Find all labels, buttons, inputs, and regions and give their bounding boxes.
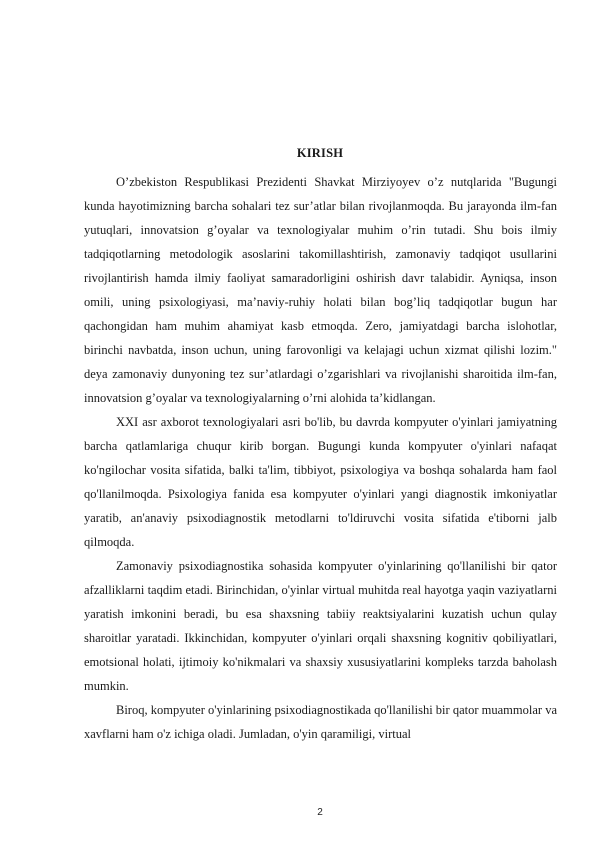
section-heading: KIRISH [296, 146, 344, 160]
paragraph-advantages: Zamonaviy psixodiagnostika sohasida kompyuter o'yinlarining qo'llanilishi bir qator afzalliklarni taqdim etadi. Birinchidan, o'yinlar virtual muhitda real hayotga yaqin vaziyatlarni yaratish imkonini beradi, bu esa shaxsning tabiiy reaktsiyalarini kuzatish uchun qulay sharoitlar yaratadi. Ikkinchidan, kompyuter o'yinlari orqali shaxsning kognitiv qobiliyatlari, emotsional holati, ijtimoiy ko'nikmalari va shaxsiy xususiyatlarini kompleks tarzda baholash mumkin. [84, 559, 557, 693]
paragraph-risks: Biroq, kompyuter o'yinlarining psixodiagnostikada qo'llanilishi bir qator muammolar va xavflarni ham o'z ichiga oladi. Jumladan, o'yin qaramiligi, virtual [84, 703, 557, 741]
page-number: 2 [317, 807, 323, 818]
body-text [84, 170, 557, 746]
paragraph-computer-games: XXI asr axborot texnologiyalari asri bo'lib, bu davrda kompyuter o'yinlari jamiyatning barcha qatlamlariga chuqur kirib borgan. Bugungi kunda kompyuter o'yinlari nafaqat ko'ngilochar vosita sifatida, balki ta'lim, tibbiyot, psixologiya va boshqa sohalarda ham faol qo'llanilmoqda. Psixologiya fanida esa kompyuter o'yinlari yangi diagnostik imkoniyatlar yaratib, an'anaviy psixodiagnostik metodlarni to'ldiruvchi vosita sifatida e'tiborni jalb qilmoqda. [84, 415, 557, 549]
paragraph-intro-quote: O’zbekiston Respublikasi Prezidenti Shavkat Mirziyoyev o’z nutqlarida "Bugungi kunda hayotimizning barcha sohalari tez sur’atlar bilan rivojlanmoqda. Bu jarayonda ilm-fan yutuqlari, innovatsion g’oyalar va texnologiyalar muhim o’rin tutadi. Shu bois ilmiy tadqiqotlarning metodologik asoslarini takomillashtirish, zamonaviy tadqiqot usullarini rivojlantirish hamda ilmiy faoliyat samaradorligini oshirish davr talabidir. Ayniqsa, inson omili, uning psixologiyasi, ma’naviy-ruhiy holati bilan bog’liq tadqiqotlar bugun har qachongidan ham muhim ahamiyat kasb etmoqda. Zero, jamiyatdagi barcha islohotlar, birinchi navbatda, inson uchun, uning farovonligi va kelajagi uchun xizmat qilishi lozim." deya zamonaviy dunyoning tez sur’atlardagi o’zgarishlari va rivojlanishi sharoitida ilm-fan, innovatsion g’oyalar va texnologiyalarning o’rni alohida ta’kidlangan. [84, 175, 557, 405]
